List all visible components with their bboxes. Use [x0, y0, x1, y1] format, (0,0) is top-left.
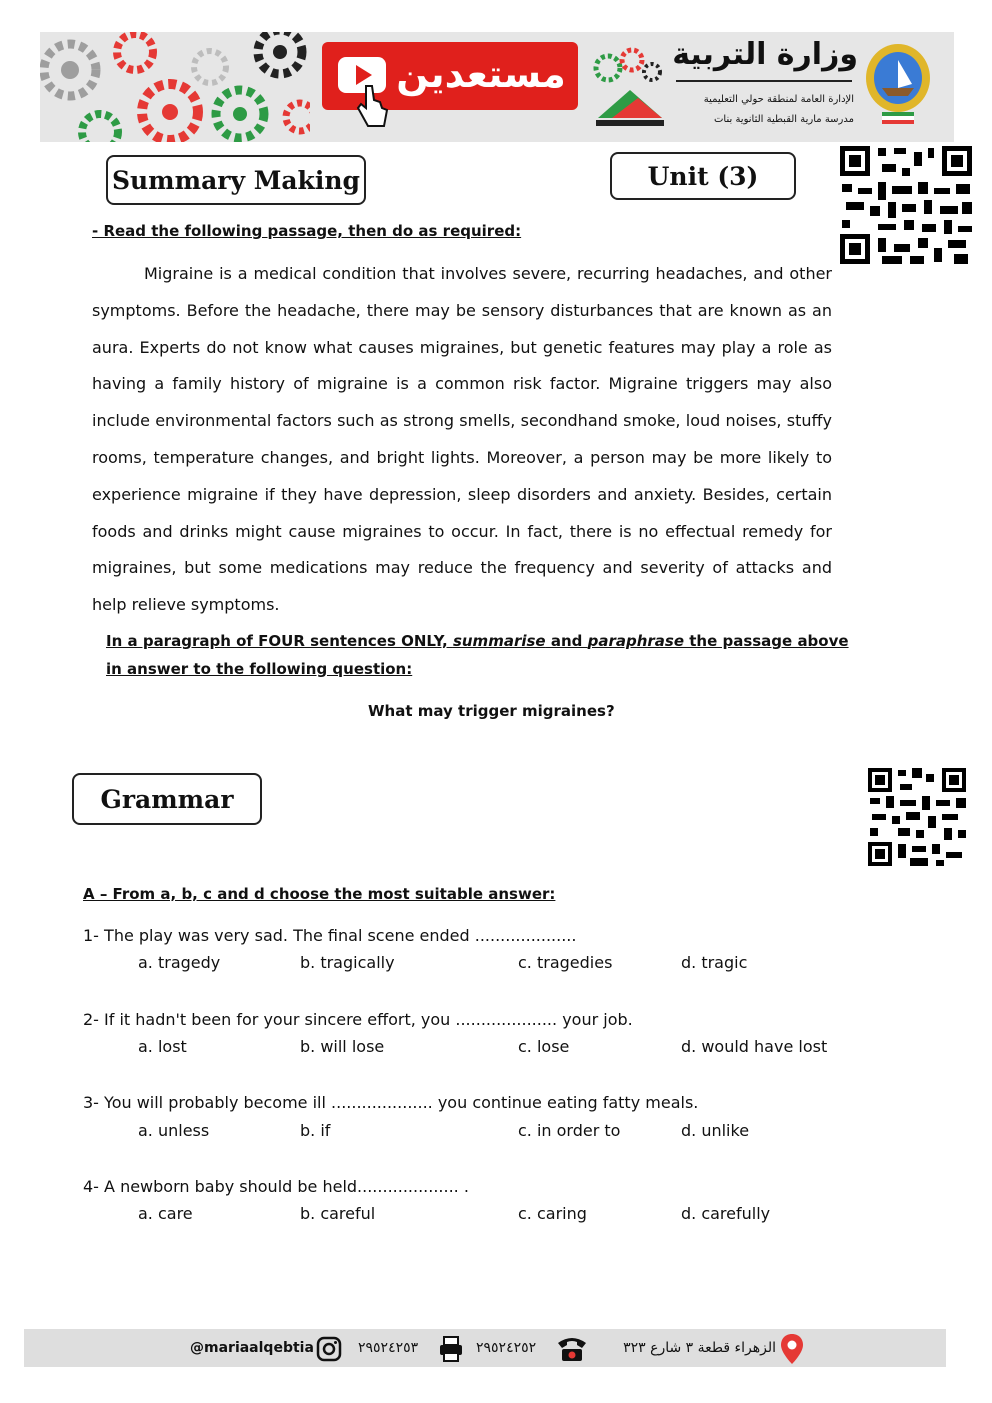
summary-making-title: Summary Making	[106, 155, 366, 205]
school-logo-icon	[588, 38, 672, 130]
gears-decoration-icon	[40, 32, 310, 142]
task-and: and	[545, 632, 588, 650]
task-summarise: summarise	[452, 632, 546, 650]
address: الزهراء قطعة ٣ شارع ٣٢٣	[623, 1340, 776, 1356]
q3-option-b[interactable]: b. if	[300, 1121, 331, 1140]
directorate-name: الإدارة العامة لمنطقة حولي التعليمية	[703, 94, 854, 105]
summary-task-line2: in answer to the following question:	[106, 660, 413, 678]
title-underline	[676, 80, 852, 82]
question-4: 4- A newborn baby should be held.................... .	[83, 1177, 469, 1196]
channel-name: مستعدين	[396, 52, 566, 96]
q2-option-d[interactable]: d. would have lost	[681, 1037, 828, 1056]
fax-printer-icon	[438, 1335, 464, 1363]
q3-option-c[interactable]: c. in order to	[518, 1121, 621, 1140]
q1-option-c[interactable]: c. tragedies	[518, 953, 613, 972]
grammar-instruction: A – From a, b, c and d choose the most suitable answer:	[83, 885, 556, 903]
question-1: 1- The play was very sad. The final scene ended ....................	[83, 926, 577, 945]
q4-option-d[interactable]: d. carefully	[681, 1204, 771, 1223]
instagram-icon[interactable]	[316, 1336, 342, 1362]
task-paraphrase: paraphrase	[587, 632, 684, 650]
instagram-handle[interactable]: @mariaalqebtia	[190, 1340, 314, 1356]
school-name: مدرسة مارية القبطية الثانوية بنات	[714, 114, 854, 125]
q3-option-d[interactable]: d. unlike	[681, 1121, 750, 1140]
question-2: 2- If it hadn't been for your sincere effort, you .................... your job.	[83, 1010, 633, 1029]
fax-number: ٢٩٥٢٤٢٥٣	[358, 1340, 419, 1356]
passage-paragraph: Migraine is a medical condition that involves severe, recurring headaches, and other symptoms. Before the headache, there may be sensory disturbances that are known as an aura. Experts do not know what causes migraines, but genetic features may play a role as having a family history of migraine is a common risk factor. Migraine triggers may also include environmental factors such as strong smells, secondhand smoke, loud noises, stuffy rooms, temperature changes, and bright lights. Moreover, a person may be more likely to experience migraine if they have depression, sleep disorders and anxiety. Besides, certain foods and drinks might cause migraines to occur. In fact, there is no effectual remedy for migraines, but some medications may reduce the frequency and severity of attacks and help relieve symptoms.	[92, 264, 832, 615]
grammar-title: Grammar	[72, 773, 262, 825]
question-3: 3- You will probably become ill .................... you continue eating fatty meals.	[83, 1093, 699, 1112]
qr-code-icon[interactable]	[838, 144, 976, 268]
telephone-icon	[556, 1335, 588, 1363]
q4-option-c[interactable]: c. caring	[518, 1204, 587, 1223]
q2-option-b[interactable]: b. will lose	[300, 1037, 385, 1056]
reading-instruction: - Read the following passage, then do as required:	[92, 222, 522, 240]
ministry-title: وزارة التربية	[672, 37, 858, 72]
hand-pointer-icon	[356, 82, 390, 134]
phone-number: ٢٩٥٢٤٢٥٢	[476, 1340, 537, 1356]
q4-option-b[interactable]: b. careful	[300, 1204, 376, 1223]
q2-option-a[interactable]: a. lost	[138, 1037, 187, 1056]
q3-option-a[interactable]: a. unless	[138, 1121, 210, 1140]
kuwait-emblem-icon	[860, 38, 936, 130]
qr-code-icon[interactable]	[866, 766, 968, 868]
q4-option-a[interactable]: a. care	[138, 1204, 193, 1223]
task-text: In a paragraph of FOUR sentences ONLY,	[106, 632, 453, 650]
summary-question: What may trigger migraines?	[368, 702, 615, 720]
task-text-end: the passage above	[684, 632, 849, 650]
q1-option-a[interactable]: a. tragedy	[138, 953, 221, 972]
summary-task-line1	[106, 632, 849, 650]
q2-option-c[interactable]: c. lose	[518, 1037, 570, 1056]
q1-option-b[interactable]: b. tragically	[300, 953, 395, 972]
unit-title: Unit (3)	[610, 152, 796, 200]
passage-text	[92, 256, 832, 624]
q1-option-d[interactable]: d. tragic	[681, 953, 748, 972]
location-pin-icon	[780, 1333, 804, 1365]
